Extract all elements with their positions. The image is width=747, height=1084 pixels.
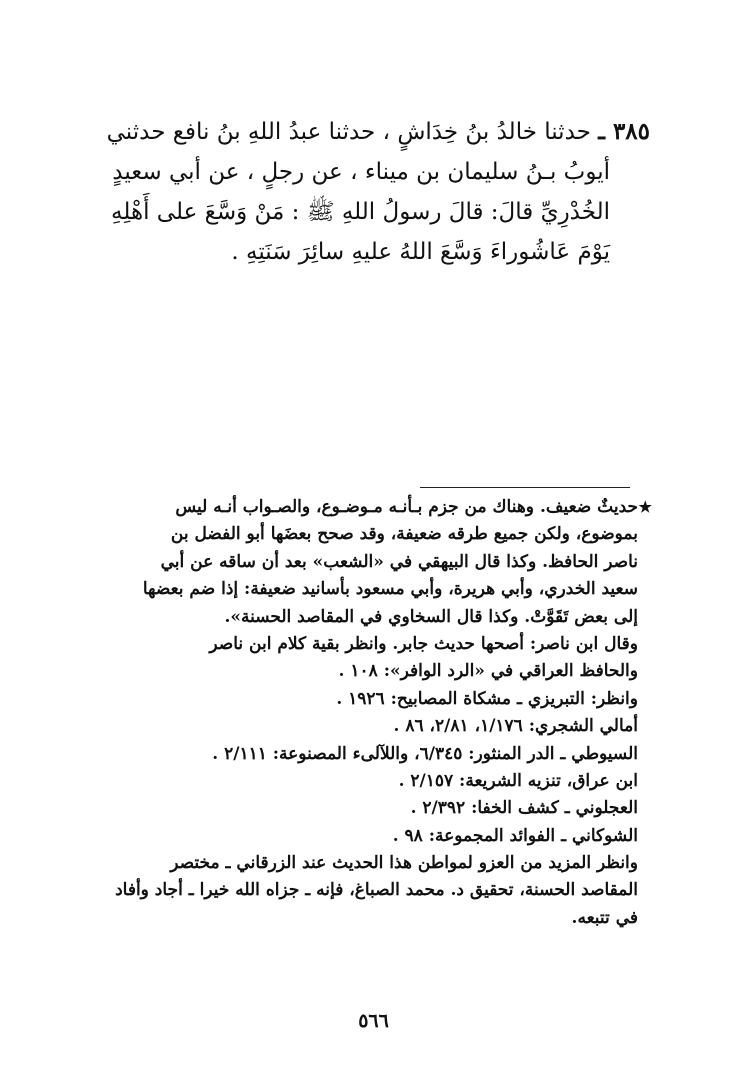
footnote-line: إلى بعض تَقَوَّتْ. وكذا قال السخاوي في المقاصد الحسنة». — [224, 606, 638, 627]
footnote-line: بموضوع، ولكن جميع طرقه ضعيفة، وقد صحح بعضَها أبو الفضل بن — [170, 524, 638, 545]
footnote-star-icon: ★ — [638, 498, 652, 516]
hadith-line-text: حدثنا خالدُ بنُ خِدَاشٍ ، حدثنا عبدُ اللهِ بنُ نافع حدثني — [106, 119, 591, 145]
page-number: ٥٦٦ — [358, 1010, 389, 1032]
hadith-text — [70, 112, 650, 272]
hadith-line-2: أيوبُ بـنُ سليمان بن ميناء ، عن رجلٍ ، عن أبي سعيدٍ — [112, 159, 610, 185]
footnote-line: في تتبعه. — [571, 907, 638, 928]
footnote-line: سعيد الخدري، وأبي هريرة، وأبي مسعود بأسانيد ضعيفة: إذا ضم بعضها — [142, 579, 638, 600]
footnote-line: حديثٌ ضعيف. وهناك من جزم بـأنـه مـوضـوع، والصـواب أنـه ليس — [175, 497, 638, 517]
footnote-line: وقال ابن ناصر: أصحها حديث جابر. وانظر بقية كلام ابن ناصر — [209, 633, 638, 654]
hadith-number: ٣٨٥ ـ — [598, 118, 650, 145]
footnote-line: العجلوني ـ كشف الخفا: ٢/٣٩٢ . — [410, 798, 638, 819]
footnote-line: وانظر: التبريزي ـ مشكاة المصابيح: ١٩٢٦ . — [336, 688, 638, 709]
footnote-line: وانظر المزيد من العزو لمواطن هذا الحديث عند الزرقاني ـ مختصر — [170, 853, 638, 874]
footnote — [72, 494, 652, 932]
footnote-line: ابن عراق، تنزيه الشريعة: ٢/١٥٧ . — [398, 770, 638, 791]
footnote-line: أمالي الشجري: ١/١٧٦، ٢/٨١، ٨٦ . — [393, 716, 638, 737]
footnote-line: المقاصد الحسنة، تحقيق د. محمد الصباغ، فإنه ـ جزاه الله خيرا ـ أجاد وأفاد — [115, 880, 638, 901]
hadith-line-3: الخُدْرِيِّ قالَ: قالَ رسولُ اللهِ ﷺ : مَنْ وَسَّعَ على أَهْلِهِ — [111, 199, 610, 225]
footnote-separator — [420, 487, 630, 488]
hadith-line-1 — [70, 112, 650, 152]
hadith-line-4: يَوْمَ عَاشُوراءَ وَسَّعَ اللهُ عليهِ سائِرَ سَنَتِهِ . — [231, 239, 610, 265]
footnote-line: السيوطي ـ الدر المنثور: ٦/٣٤٥، واللآلىء المصنوعة: ٢/١١١ . — [212, 743, 638, 764]
footnote-line: الشوكاني ـ الفوائد المجموعة: ٩٨ . — [392, 825, 638, 846]
footnote-line: والحافظ العراقي في «الرد الوافر»: ١٠٨ . — [338, 661, 638, 682]
footnote-line: ناصر الحافظ. وكذا قال البيهقي في «الشعب» بعد أن ساقه عن أبي — [160, 551, 638, 572]
